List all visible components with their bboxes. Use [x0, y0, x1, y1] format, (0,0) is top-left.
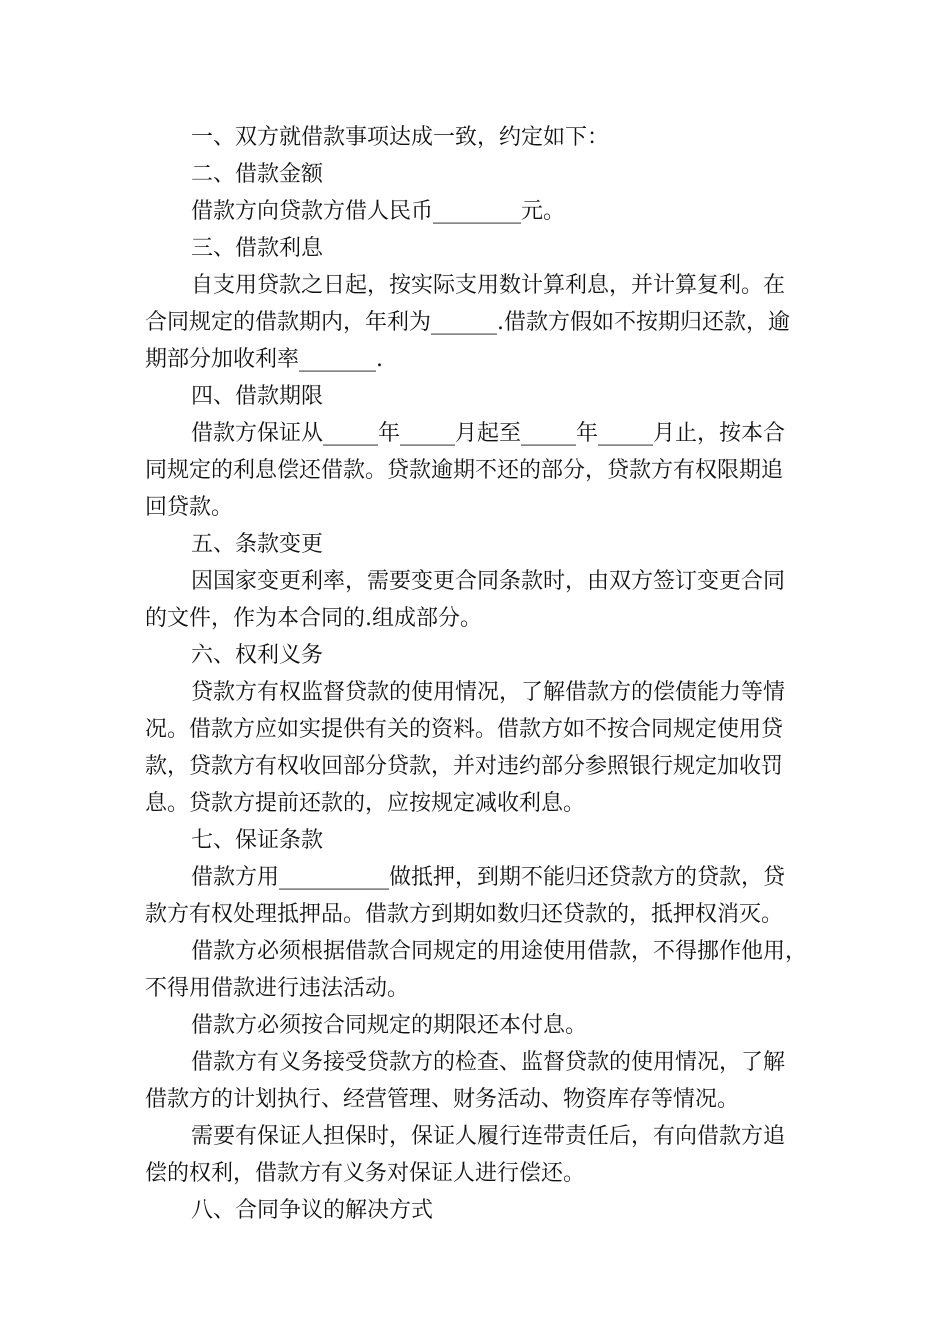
usage-text-line-1: 借款方必须根据借款合同规定的用途使用借款，不得挪作他用， — [191, 939, 808, 964]
clause-1-heading: 一、双方就借款事项达成一致，约定如下： — [191, 125, 610, 150]
change-text-line-1: 因国家变更利率，需要变更合同条款时，由双方签订变更合同 — [191, 569, 786, 594]
interest-text-line-2: 合同规定的借款期内，年利为______.借款方假如不按期归还款，逾 — [145, 310, 790, 335]
document-body — [145, 119, 830, 1229]
change-text-line-2: 的文件，作为本合同的.组成部分。 — [145, 606, 482, 631]
guarantor-text-line-2: 偿的权利，借款方有义务对保证人进行偿还。 — [145, 1161, 586, 1186]
interest-text-line-3: 期部分加收利率_______. — [145, 347, 383, 372]
term-text-line-3: 回贷款。 — [145, 495, 234, 520]
interest-text-line-1: 自支用贷款之日起，按实际支用数计算利息，并计算复利。在 — [191, 273, 786, 298]
rights-text-line-1: 贷款方有权监督贷款的使用情况，了解借款方的偿债能力等情 — [191, 680, 786, 705]
clause-7-heading: 七、保证条款 — [191, 828, 324, 853]
clause-8-heading: 八、合同争议的解决方式 — [191, 1198, 434, 1223]
term-text-line-2: 同规定的利息偿还借款。贷款逾期不还的部分，贷款方有权限期追 — [145, 458, 784, 483]
repayment-text: 借款方必须按合同规定的期限还本付息。 — [191, 1013, 588, 1038]
rights-text-line-4: 息。贷款方提前还款的，应按规定减收利息。 — [145, 791, 586, 816]
rights-text-line-3: 款，贷款方有权收回部分贷款，并对违约部分参照银行规定加收罚 — [145, 754, 784, 779]
clause-2-heading: 二、借款金额 — [191, 162, 324, 187]
clause-3-heading: 三、借款利息 — [191, 236, 324, 261]
rights-text-line-2: 况。借款方应如实提供有关的资料。借款方如不按合同规定使用贷 — [145, 717, 784, 742]
clause-5-heading: 五、条款变更 — [191, 532, 324, 557]
usage-text-line-2: 不得用借款进行违法活动。 — [145, 976, 410, 1001]
clause-6-heading: 六、权利义务 — [191, 643, 324, 668]
term-text-line-1: 借款方保证从_____年_____月起至_____年_____月止，按本合 — [191, 421, 786, 446]
loan-amount-text: 借款方向贷款方借人民币________元。 — [191, 199, 566, 224]
guarantee-text-line-2: 款方有权处理抵押品。借款方到期如数归还贷款的，抵押权消灭。 — [145, 902, 784, 927]
clause-4-heading: 四、借款期限 — [191, 384, 324, 409]
inspection-text-line-1: 借款方有义务接受贷款方的检查、监督贷款的使用情况，了解 — [191, 1050, 786, 1075]
guarantor-text-line-1: 需要有保证人担保时，保证人履行连带责任后，有向借款方追 — [191, 1124, 786, 1149]
guarantee-text-line-1: 借款方用__________做抵押，到期不能归还贷款方的贷款，贷 — [191, 865, 786, 890]
inspection-text-line-2: 借款方的计划执行、经营管理、财务活动、物资库存等情况。 — [145, 1087, 740, 1112]
